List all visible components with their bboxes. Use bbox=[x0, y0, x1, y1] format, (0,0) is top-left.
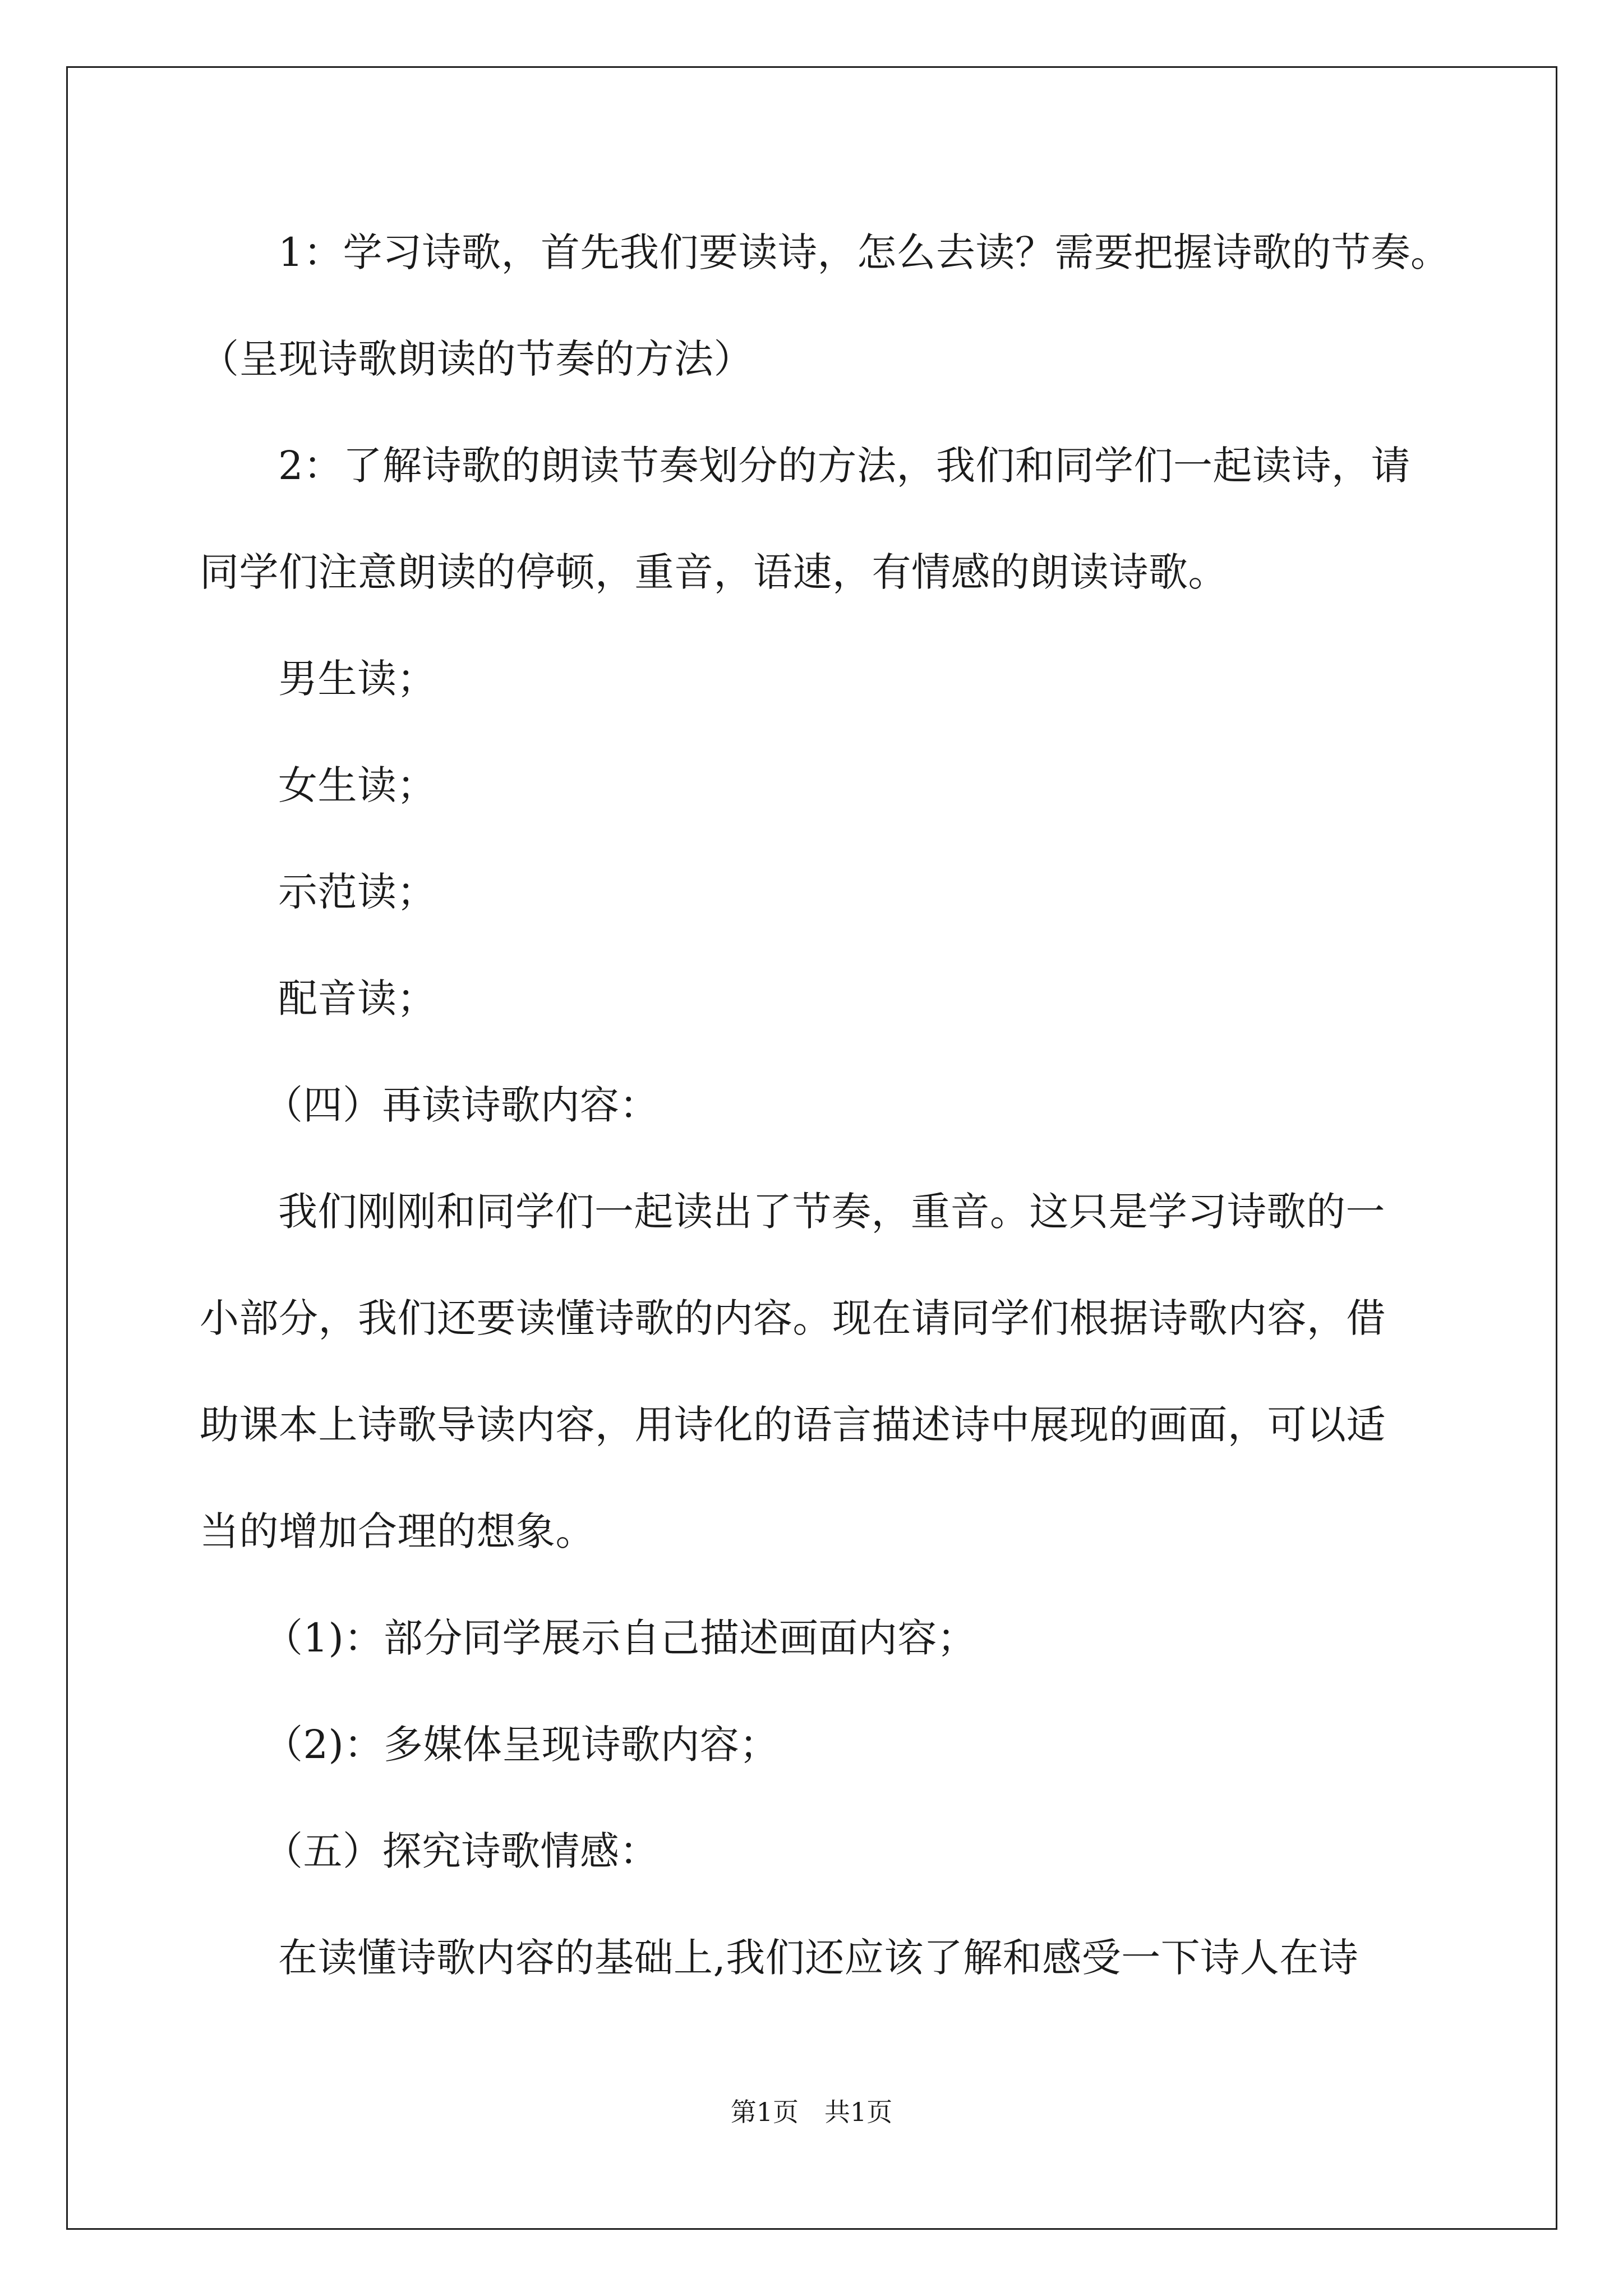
page-number-footer: 第1页 共1页 bbox=[730, 2097, 893, 2127]
text-line: 我们刚刚和同学们一起读出了节奏，重音。这只是学习诗歌的一 bbox=[278, 1189, 1385, 1235]
section-heading: （四）再读诗歌内容： bbox=[264, 1082, 659, 1128]
text-line: （呈现诗歌朗读的节奏的方法） bbox=[200, 336, 753, 382]
list-item: （2)：多媒体呈现诗歌内容； bbox=[264, 1722, 779, 1768]
text-line: 同学们注意朗读的停顿，重音，语速，有情感的朗读诗歌。 bbox=[200, 549, 1228, 595]
list-item: （1)：部分同学展示自己描述画面内容； bbox=[264, 1615, 977, 1661]
section-heading: （五）探究诗歌情感： bbox=[264, 1828, 659, 1874]
text-line: 2：了解诗歌的朗读节奏划分的方法，我们和同学们一起读诗，请 bbox=[278, 443, 1411, 489]
text-line: 示范读； bbox=[278, 869, 436, 915]
text-line: 助课本上诗歌导读内容，用诗化的语言描述诗中展现的画面，可以适 bbox=[200, 1402, 1386, 1448]
text-line: 在读懂诗歌内容的基础上,我们还应该了解和感受一下诗人在诗 bbox=[278, 1935, 1359, 1981]
page-border bbox=[66, 66, 1557, 2230]
text-line: 女生读； bbox=[278, 762, 436, 808]
text-line: 小部分，我们还要读懂诗歌的内容。现在请同学们根据诗歌内容，借 bbox=[200, 1295, 1386, 1341]
text-line: 1：学习诗歌，首先我们要读诗，怎么去读？需要把握诗歌的节奏。 bbox=[278, 229, 1450, 275]
text-line: 男生读； bbox=[278, 656, 436, 702]
text-line: 当的增加合理的想象。 bbox=[200, 1508, 595, 1554]
text-line: 配音读； bbox=[278, 976, 436, 1022]
